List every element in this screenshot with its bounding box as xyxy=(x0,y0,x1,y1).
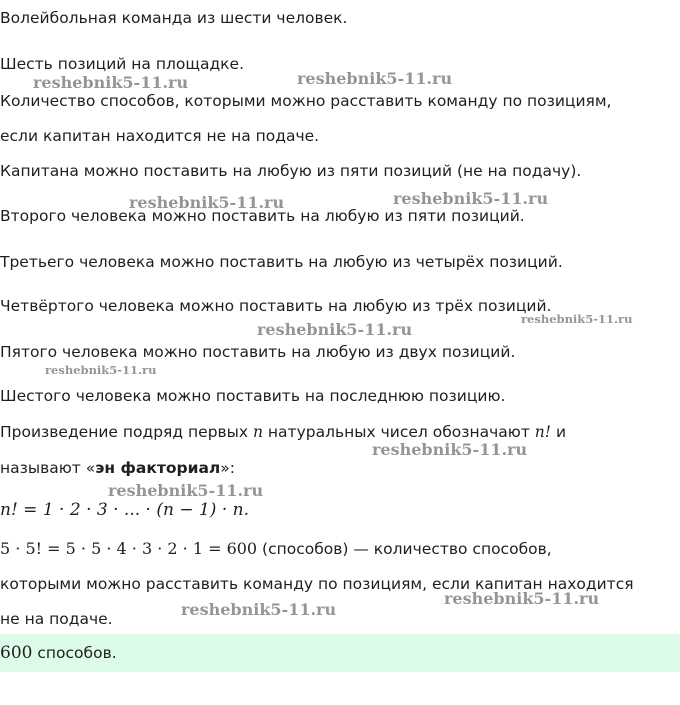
text-line: Шесть позиций на площадке. xyxy=(0,55,245,73)
watermark: reshebnik5-11.ru xyxy=(129,193,285,212)
factorial-formula: n! = 1 · 2 · 3 · ... · (n − 1) · n. xyxy=(0,500,249,520)
watermark: reshebnik5-11.ru xyxy=(372,440,528,459)
text-line: Пятого человека можно поставить на любую из двух позиций. xyxy=(0,343,516,361)
math-variable: n xyxy=(253,423,263,441)
watermark: reshebnik5-11.ru xyxy=(521,312,633,326)
text-fragment: называют « xyxy=(0,459,96,477)
text-line: Третьего человека можно поставить на любую из четырёх позиций. xyxy=(0,253,563,271)
calculation-formula: 5 · 5! = 5 · 5 · 4 · 3 · 2 · 1 = 600 xyxy=(0,539,258,558)
text-line: Капитана можно поставить на любую из пяти позиций (не на подачу). xyxy=(0,162,582,180)
watermark: reshebnik5-11.ru xyxy=(33,73,189,92)
watermark: reshebnik5-11.ru xyxy=(444,589,600,608)
answer-label: способов. xyxy=(32,644,117,662)
text-fragment: натуральных чисел обозначают xyxy=(263,423,535,441)
watermark: reshebnik5-11.ru xyxy=(257,320,413,339)
watermark: reshebnik5-11.ru xyxy=(45,363,157,377)
text-fragment: и xyxy=(551,423,567,441)
answer-line xyxy=(0,643,117,663)
watermark: reshebnik5-11.ru xyxy=(181,600,337,619)
watermark: reshebnik5-11.ru xyxy=(393,189,549,208)
answer-value: 600 xyxy=(0,643,33,663)
text-line xyxy=(0,539,552,559)
text-line xyxy=(0,458,235,478)
text-line: которыми можно расставить команду по позициям, если капитан находится xyxy=(0,575,634,593)
text-line: если капитан находится не на подаче. xyxy=(0,127,320,145)
text-line: Шестого человека можно поставить на последнюю позицию. xyxy=(0,387,506,405)
text-fragment: (способов) — количество способов, xyxy=(257,540,552,558)
math-factorial: n! xyxy=(534,423,552,441)
text-line xyxy=(0,422,566,442)
text-line: Количество способов, которыми можно расставить команду по позициям, xyxy=(0,92,612,110)
answer-box xyxy=(0,634,680,672)
text-line: Второго человека можно поставить на любую из пяти позиций. xyxy=(0,207,525,225)
bold-term: эн факториал xyxy=(95,459,221,477)
text-fragment: »: xyxy=(220,459,236,477)
text-line: Четвёртого человека можно поставить на любую из трёх позиций. xyxy=(0,297,552,315)
watermark: reshebnik5-11.ru xyxy=(297,69,453,88)
watermark: reshebnik5-11.ru xyxy=(108,481,264,500)
text-line: Волейбольная команда из шести человек. xyxy=(0,9,348,27)
text-fragment: Произведение подряд первых xyxy=(0,423,254,441)
text-line: не на подаче. xyxy=(0,610,113,628)
